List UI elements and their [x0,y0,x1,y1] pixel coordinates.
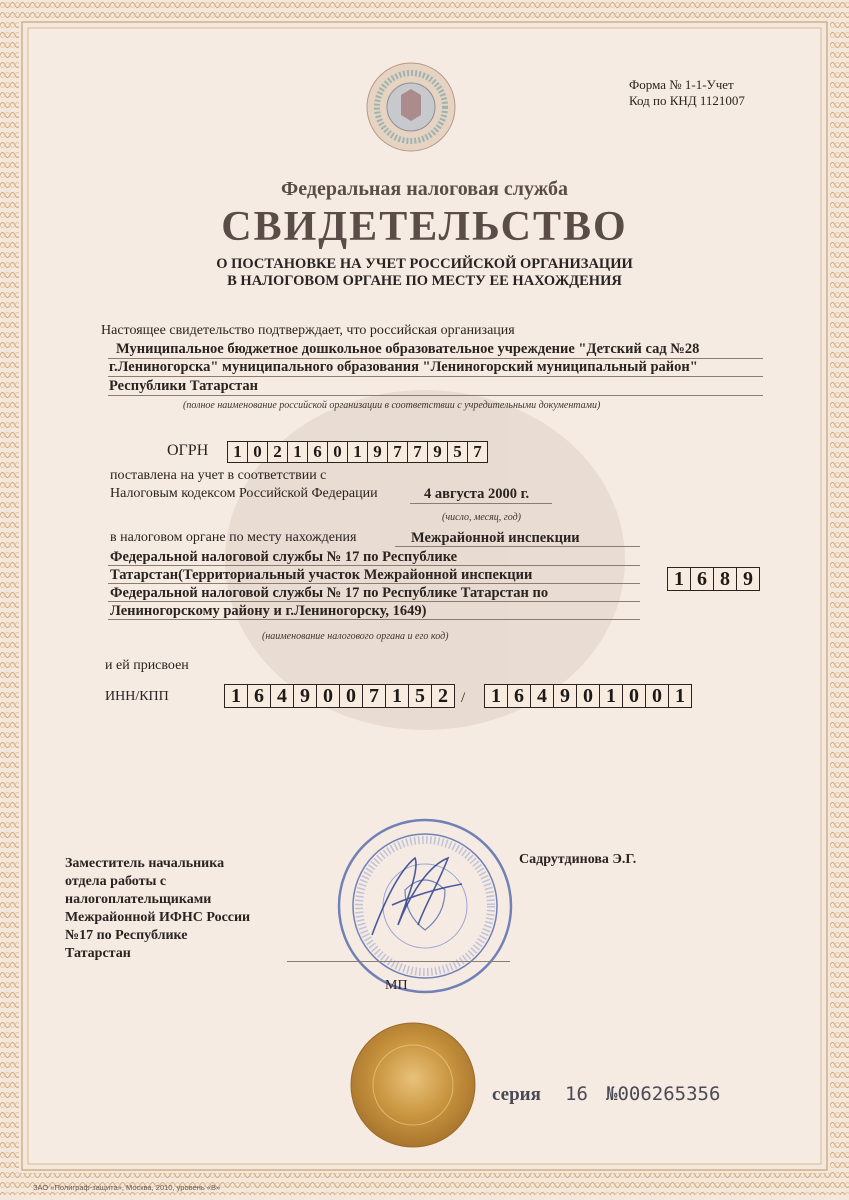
inn-digit: 1 [386,685,409,707]
tax-service-emblem-icon [367,63,455,151]
signatory-position-6: Татарстан [65,946,131,961]
tax-authority-caption: (наименование налогового органа и его код) [262,631,449,642]
document-title: СВИДЕТЕЛЬСТВО [221,204,628,250]
ogrn-digit: 1 [288,442,308,462]
tax-authority-line-3: Татарстан(Территориальный участок Межрайонной инспекции [110,567,533,583]
ogrn-label: ОГРН [167,442,209,459]
tax-authority-code-digit: 9 [743,568,753,590]
underline [108,395,763,396]
stamp-place-label: МП [385,978,408,993]
intro-text: Настоящее свидетельство подтверждает, что российская организация [101,323,515,338]
inn-digit: 9 [294,685,317,707]
agency-name: Федеральная налоговая служба [281,178,568,200]
series-number: №006265356 [606,1083,721,1105]
registration-line-2: Налоговым кодексом Российской Федерации [110,486,378,501]
inn-digit: 2 [438,685,448,707]
kpp-digit: 1 [600,685,623,707]
kpp-digit: 1 [675,685,685,707]
inn-digit: 6 [248,685,271,707]
tax-authority-line-1: Межрайонной инспекции [411,530,580,546]
inn-digit: 0 [340,685,363,707]
tax-authority-code-boxes [667,567,760,591]
ogrn-digit: 2 [268,442,288,462]
inn-digit: 7 [363,685,386,707]
ogrn-digit: 5 [448,442,468,462]
knd-code: Код по КНД 1121007 [629,93,745,108]
printer-imprint: ЗАО «Полиграф-защита», Москва, 2010, уровень «В» [33,1183,221,1192]
document-subtitle-1: О ПОСТАНОВКЕ НА УЧЕТ РОССИЙСКОЙ ОРГАНИЗАЦИИ [216,256,633,272]
signatory-position-2: отдела работы с [65,874,167,889]
tax-authority-line-2: Федеральной налоговой службы № 17 по Республике [110,549,458,565]
inn-digit: 5 [409,685,432,707]
underline [108,583,640,584]
kpp-digit: 0 [623,685,646,707]
ogrn-digit: 9 [428,442,448,462]
inn-digit: 4 [271,685,294,707]
kpp-digit: 6 [508,685,531,707]
ogrn-digit: 7 [408,442,428,462]
ogrn-digit: 7 [388,442,408,462]
date-caption: (число, месяц, год) [442,512,521,523]
signatory-position-3: налогоплательщиками [65,892,212,907]
underline [108,619,640,620]
signatory-position-1: Заместитель начальника [65,856,225,871]
inn-digit: 1 [225,685,248,707]
underline [108,565,640,566]
registration-line-1: поставлена на учет в соответствии с [110,468,327,483]
tax-authority-code-digit: 8 [714,568,737,590]
ogrn-digit-boxes [227,441,488,463]
org-name-line-3: Республики Татарстан [109,378,258,394]
tax-authority-line-4: Федеральной налоговой службы № 17 по Республике Татарстан по [110,585,549,601]
kpp-digit: 9 [554,685,577,707]
signatory-position-5: №17 по Республике [65,928,188,943]
signatory-name: Садрутдинова Э.Г. [519,852,637,867]
tax-authority-lead: в налоговом органе по месту нахождения [110,530,357,545]
signatory-position-4: Межрайонной ИФНС России [65,910,251,925]
org-name-line-2: г.Лениногорска" муниципального образования "Лениногорский муниципальный район" [109,359,698,375]
tax-authority-code-digit: 1 [668,568,691,590]
kpp-digit: 0 [646,685,669,707]
underline [395,546,640,547]
ogrn-digit: 1 [228,442,248,462]
document-subtitle-2: В НАЛОГОВОМ ОРГАНЕ ПО МЕСТУ ЕЕ НАХОЖДЕНИЯ [227,273,622,289]
tax-authority-code-digit: 6 [691,568,714,590]
underline [108,601,640,602]
org-name-line-1: Муниципальное бюджетное дошкольное образовательное учреждение "Детский сад №28 [116,341,700,357]
registration-date: 4 августа 2000 г. [424,486,530,502]
underline [108,376,763,377]
inn-digit-boxes [224,684,455,708]
underline [410,503,552,504]
kpp-digit: 4 [531,685,554,707]
kpp-digit: 1 [485,685,508,707]
tax-authority-line-5: Лениногорскому району и г.Лениногорску, 1649) [110,603,427,619]
inn-kpp-label: ИНН/КПП [105,689,169,704]
signature-line [287,961,510,962]
ogrn-digit: 9 [368,442,388,462]
assigned-label: и ей присвоен [105,658,189,673]
ogrn-digit: 7 [473,442,482,461]
kpp-digit: 0 [577,685,600,707]
series-label: серия [492,1084,541,1105]
hologram-seal-icon [351,1023,475,1147]
ogrn-digit: 6 [308,442,328,462]
inn-kpp-separator: / [461,690,466,706]
ogrn-digit: 1 [348,442,368,462]
ogrn-digit: 0 [328,442,348,462]
ogrn-digit: 0 [248,442,268,462]
kpp-digit-boxes [484,684,692,708]
org-name-caption: (полное наименование российской организации в соответствии с учредительными документами) [183,400,601,411]
form-number: Форма № 1-1-Учет [629,77,734,92]
series-value: 16 [565,1083,588,1105]
inn-digit: 0 [317,685,340,707]
